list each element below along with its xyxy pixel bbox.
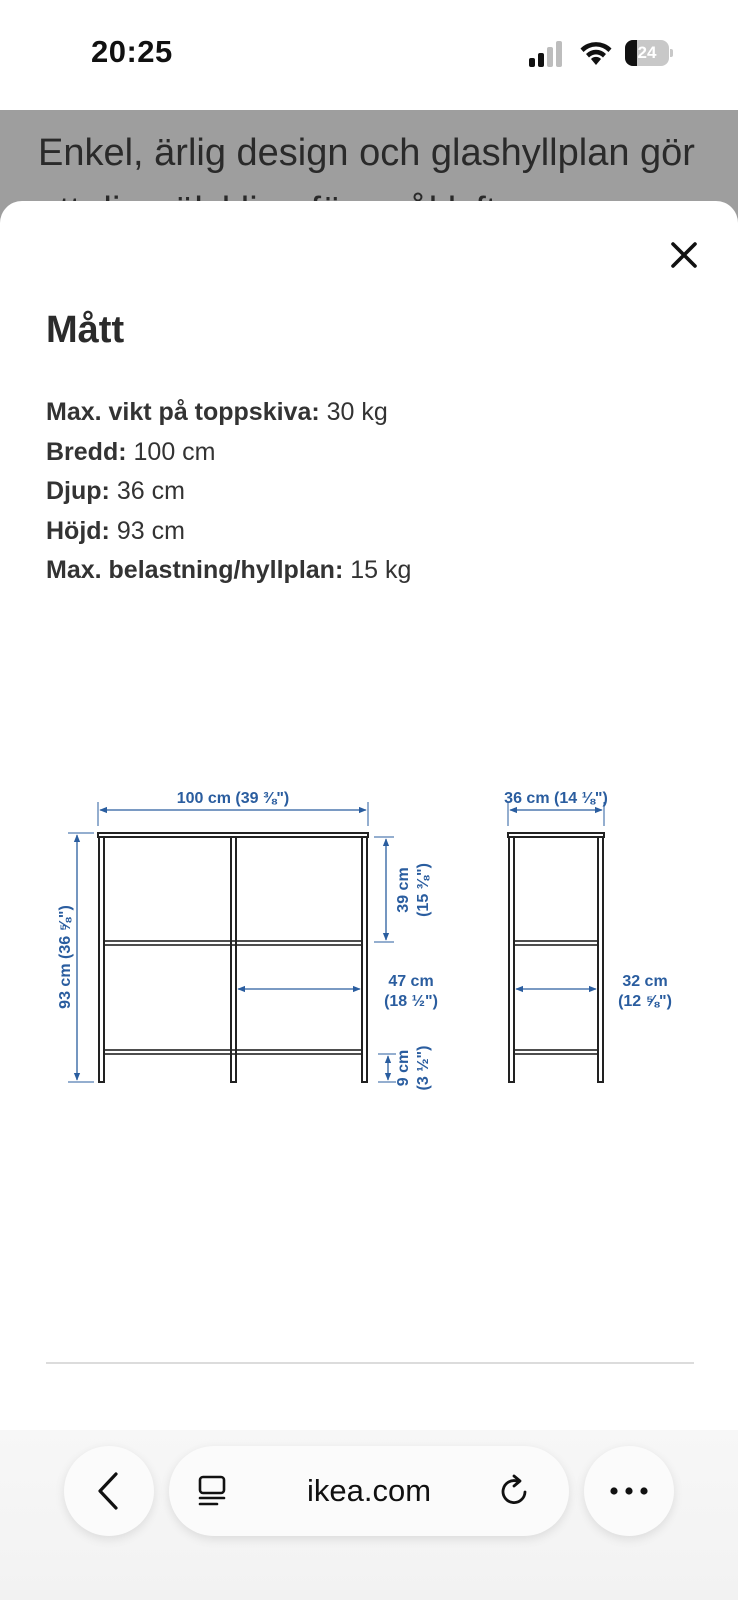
- wifi-icon: [579, 38, 613, 66]
- battery-level: 24: [637, 43, 657, 62]
- product-description-text: Enkel, ärlig design och glashyllplan gör: [38, 132, 695, 174]
- spec-value: 93 cm: [116, 516, 185, 545]
- more-button[interactable]: [584, 1446, 674, 1536]
- front-width-label: 100 cm (39 ⅜"): [176, 790, 290, 807]
- spec-label: Djup:: [46, 477, 110, 505]
- cellular-signal-icon: [529, 41, 565, 67]
- upper-shelf-height-label: 39 cm: [395, 867, 412, 913]
- spec-max-top-weight: [46, 393, 411, 433]
- battery-icon: [625, 40, 673, 66]
- inner-depth-label: 32 cm: [622, 973, 668, 990]
- inner-depth-inches: (12 ⅝"): [618, 993, 672, 1010]
- spec-label: Max. belastning/hyllplan:: [46, 556, 344, 584]
- dimension-diagram: [50, 786, 700, 1186]
- bottom-clearance-label: 9 cm: [395, 1049, 412, 1087]
- inner-depth-dimension: [516, 973, 672, 1010]
- bottom-clearance-dimension: [378, 1046, 432, 1091]
- spec-label: Bredd:: [46, 437, 127, 466]
- more-icon: [584, 1446, 674, 1536]
- side-depth-label: 36 cm (14 ⅛"): [504, 790, 608, 807]
- url-text: ikea.com: [306, 1473, 432, 1508]
- status-time: 20:25: [91, 34, 173, 69]
- upper-shelf-height-inches: (15 ⅜"): [415, 863, 432, 917]
- spec-label: Max. vikt på toppskiva:: [46, 398, 320, 426]
- spec-list: [46, 393, 411, 591]
- reload-icon[interactable]: [495, 1472, 533, 1510]
- status-bar: [0, 0, 738, 110]
- spec-label: Höjd:: [46, 516, 110, 545]
- spec-depth: [46, 472, 411, 512]
- close-icon: [660, 231, 708, 279]
- address-bar[interactable]: [169, 1446, 569, 1536]
- front-width-dimension: [98, 790, 368, 826]
- spec-value: 100 cm: [133, 437, 216, 466]
- spec-value: 15 kg: [350, 556, 412, 584]
- browser-toolbar: [0, 1430, 738, 1600]
- front-view-shelf: [98, 833, 368, 1082]
- front-height-label: 93 cm (36 ⅝"): [57, 905, 74, 1009]
- dimensions-sheet: [0, 201, 738, 1600]
- side-depth-dimension: [504, 790, 608, 826]
- spec-value: 30 kg: [326, 398, 388, 426]
- back-button[interactable]: [64, 1446, 154, 1536]
- spec-height: [46, 512, 411, 552]
- side-view-shelf: [508, 833, 604, 1082]
- compartment-width-inches: (18 ½"): [384, 993, 438, 1010]
- close-button[interactable]: [660, 231, 708, 279]
- compartment-width-label: 47 cm: [388, 973, 434, 990]
- upper-shelf-dimension: [374, 837, 432, 942]
- section-divider: [46, 1362, 694, 1364]
- chevron-left-icon: [64, 1446, 154, 1536]
- spec-value: 36 cm: [116, 477, 185, 505]
- spec-width: [46, 433, 411, 473]
- spec-max-shelf-load: [46, 551, 411, 591]
- sheet-title: Mått: [46, 309, 125, 351]
- front-height-dimension: [57, 833, 94, 1082]
- compartment-width-dimension: [238, 973, 438, 1010]
- bottom-clearance-inches: (3 ½"): [415, 1045, 432, 1091]
